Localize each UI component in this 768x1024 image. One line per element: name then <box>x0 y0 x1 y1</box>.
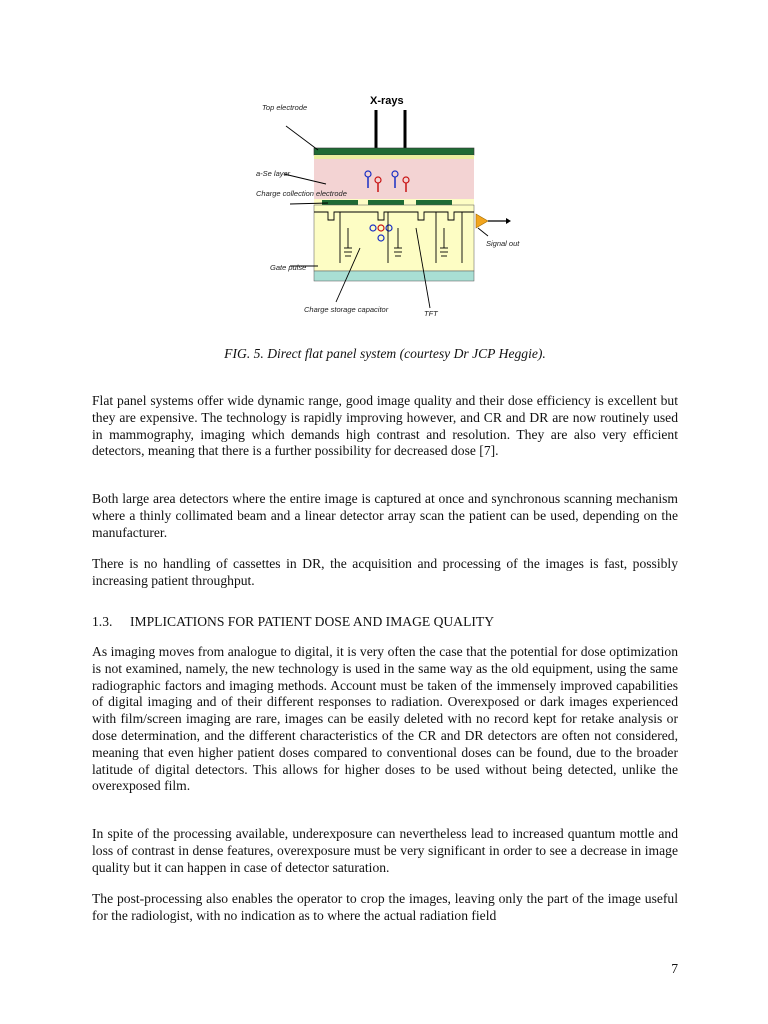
signal-amplifier <box>476 214 488 228</box>
section-heading <box>92 613 678 630</box>
label-signal-out: Signal out <box>486 239 520 248</box>
flat-panel-diagram <box>248 88 528 338</box>
section-paragraph-2: In spite of the processing available, underexposure can nevertheless lead to increased quantum mottle and loss of contrast in dense features, overexposure must be very significant in order to see a decrease in image quality but it can happen in case of detector saturation. <box>92 826 678 875</box>
section-title: IMPLICATIONS FOR PATIENT DOSE AND IMAGE QUALITY <box>130 614 495 629</box>
figure-caption: FIG. 5. Direct flat panel system (courtesy Dr JCP Heggie). <box>224 346 546 361</box>
substrate-layer <box>314 205 474 271</box>
label-charge-storage: Charge storage capacitor <box>304 305 389 314</box>
flat-panel-svg <box>248 88 528 338</box>
base-layer <box>314 271 474 281</box>
paragraph-2: Both large area detectors where the entire image is captured at once and synchronous scanning mechanism where a thinly collimated beam and a linear detector array scan the patient can be used, depending on the manufacturer. <box>92 491 678 540</box>
top-electrode-layer <box>314 148 474 155</box>
section-paragraph-3: The post-processing also enables the operator to crop the images, leaving only the part of the image useful for the radiologist, with no indication as to where the actual radiation field <box>92 891 678 923</box>
top-electrode-bright <box>314 155 474 159</box>
page-number: 7 <box>671 961 678 976</box>
paragraph-1: Flat panel systems offer wide dynamic range, good image quality and their dose efficiency is excellent but they are expensive. The technology is rapidly improving however, and CR and DR are now routinely used in mammography, imaging which demands high contrast and resolution. They are also very efficient detectors, meaning that there is a further possibility for decreased dose [7]. <box>92 393 678 459</box>
label-top-electrode: Top electrode <box>262 103 308 112</box>
section-paragraph-1: As imaging moves from analogue to digital, it is very often the case that the potential for dose optimization is not examined, namely, the new technology is used in the same way as the old equipment, using the same radiographic factors and imaging methods. Account must be taken of the immensely improved capabilities of digital imaging and of their different responses to radiation. Overexposed or dark images experienced with film/screen imaging are rare, images can be easily deleted with no record kept for retake analysis or dose determination, and the different characteristics of the CR and DR detectors are often not considered, meaning that even higher patient doses compared to conventional doses can be found, due to the broader latitude of digital detectors. This allows for higher doses to be used without being detected, unlike the overexposed film. <box>92 644 678 794</box>
label-tft: TFT <box>424 309 438 318</box>
label-gate-pulse: Gate pulse <box>270 263 307 272</box>
paragraph-3: There is no handling of cassettes in DR, the acquisition and processing of the images is fast, possibly increasing patient throughput. <box>92 556 678 588</box>
label-charge-collection: Charge collection electrode <box>256 189 347 198</box>
xrays-label: X-rays <box>370 95 404 107</box>
label-aselayer: a-Se layer <box>256 169 291 178</box>
signal-arrowhead <box>506 218 511 224</box>
section-number: 1.3. <box>92 614 113 629</box>
